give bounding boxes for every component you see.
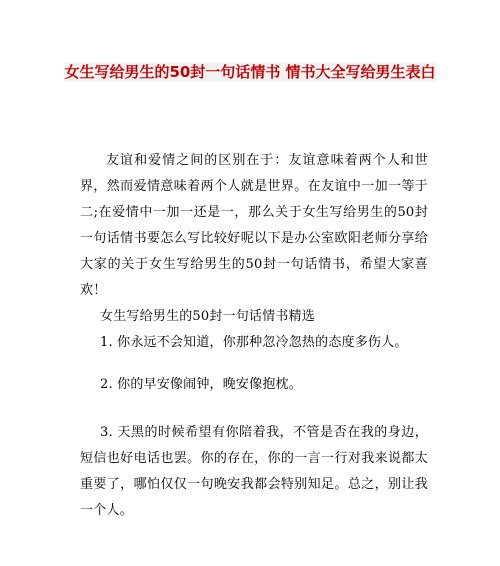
list-item: 2. 你的早安像闹钟，晚安像抱枕。: [100, 377, 302, 392]
list-item: 1. 你永远不会知道，你那种忽冷忽热的态度多伤人。: [100, 335, 408, 350]
list-item: 3. 天黑的时候希望有你陪着我，不管是否在我的身边，短信也好电话也罢。你的存在，你的一言一行对我来说都太重要了，哪怕仅仅一句晚安我都会特别知足。总之，别让我一个人。: [80, 425, 428, 518]
document-title: 女生写给男生的50封一句话情书 情书大全写给男生表白: [64, 63, 436, 81]
document-body: [80, 148, 428, 524]
section-heading: 女生写给男生的50封一句话情书精选: [100, 309, 315, 324]
intro-paragraph: 友谊和爱情之间的区别在于：友谊意味着两个人和世界，然而爱情意味着两个人就是世界。在友谊中一加一等于二;在爱情中一加一还是一，那么关于女生写给男生的50封一句话情书要怎么写比较好呢以下是办公室欧阳老师分享给大家的关于女生写给男生的50封一句话情书，希望大家喜欢！: [80, 153, 428, 298]
title-block: [60, 58, 440, 86]
